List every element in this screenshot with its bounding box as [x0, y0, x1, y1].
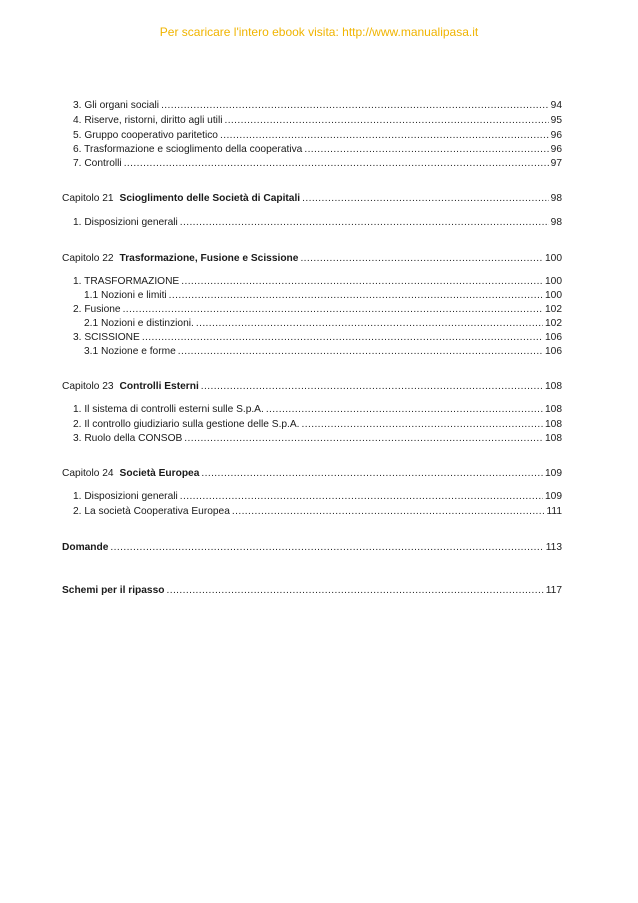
toc-entry[interactable]: [62, 303, 562, 317]
toc-entry[interactable]: [62, 331, 562, 345]
toc-entry-label: 5. Gruppo cooperativo paritetico: [73, 130, 218, 141]
toc-schemi[interactable]: [62, 584, 562, 598]
dot-leader: [180, 490, 543, 504]
dot-leader: [220, 129, 549, 143]
toc-entry-page: 106: [545, 332, 562, 343]
toc-entry[interactable]: [62, 129, 562, 143]
chapter-number: Capitolo 24: [62, 468, 114, 479]
toc-domande[interactable]: [62, 541, 562, 555]
toc-chapter-21[interactable]: [62, 192, 562, 206]
dot-leader: [124, 157, 549, 171]
chapter-page: 98: [550, 193, 562, 204]
toc-entry-label: 4. Riserve, ristorni, diritto agli utili: [73, 115, 223, 126]
chapter-heading: [62, 192, 300, 206]
dot-leader: [169, 289, 543, 303]
dot-leader: [196, 317, 543, 331]
chapter-number: Capitolo 21: [62, 193, 114, 204]
chapter-title: Trasformazione, Fusione e Scissione: [119, 253, 299, 264]
chapter-heading: [62, 380, 199, 394]
toc-entry[interactable]: [62, 432, 562, 446]
chapter-title: Controlli Esterni: [119, 381, 199, 392]
toc-entry-page: 106: [545, 346, 562, 357]
chapter-heading: [62, 252, 298, 266]
chapter-page: 108: [545, 381, 562, 392]
dot-leader: [201, 467, 543, 481]
toc-entry[interactable]: [62, 143, 562, 157]
toc-section-label: Schemi per il ripasso: [62, 585, 165, 596]
dot-leader: [302, 192, 549, 206]
chapter-number: Capitolo 22: [62, 253, 114, 264]
toc-entry[interactable]: [62, 418, 562, 432]
toc-entry-label: 1. Disposizioni generali: [73, 217, 178, 228]
dot-leader: [201, 380, 543, 394]
toc-entry[interactable]: [62, 275, 562, 289]
toc-entry-page: 96: [550, 144, 562, 155]
toc-entry-label: 2.1 Nozioni e distinzioni.: [84, 318, 194, 329]
toc-entry[interactable]: [62, 157, 562, 171]
toc-entry-label: 1. TRASFORMAZIONE: [73, 276, 180, 287]
chapter-page: 100: [545, 253, 562, 264]
toc-entry[interactable]: [62, 403, 562, 417]
dot-leader: [224, 114, 548, 128]
dot-leader: [266, 403, 543, 417]
toc-entry-label: 1. Il sistema di controlli esterni sulle S.p.A.: [73, 404, 264, 415]
dot-leader: [300, 252, 543, 266]
dot-leader: [184, 432, 543, 446]
toc-entry-label: 6. Trasformazione e scioglimento della cooperativa: [73, 144, 303, 155]
dot-leader: [123, 303, 543, 317]
toc-entry-page: 109: [545, 491, 562, 502]
dot-leader: [166, 584, 543, 598]
toc-entry-page: 96: [550, 130, 562, 141]
toc-entry-label: 7. Controlli: [73, 158, 122, 169]
ebook-download-banner: Per scaricare l'intero ebook visita: http://www.manualipasa.it: [159, 25, 479, 39]
chapter-number: Capitolo 23: [62, 381, 114, 392]
toc-section-page: 113: [545, 542, 562, 553]
toc-entry-page: 95: [550, 115, 562, 126]
toc-entry-label: 2. La società Cooperativa Europea: [73, 506, 230, 517]
dot-leader: [110, 541, 543, 555]
dot-leader: [178, 345, 543, 359]
toc-chapter-24[interactable]: [62, 467, 562, 481]
toc-subentry[interactable]: [62, 317, 562, 331]
toc-entry-label: 2. Fusione: [73, 304, 121, 315]
dot-leader: [304, 143, 548, 157]
dot-leader: [232, 505, 545, 519]
chapter-heading: [62, 467, 199, 481]
chapter-title: Società Europea: [119, 468, 200, 479]
toc-entry-page: 100: [545, 290, 562, 301]
toc-entry-label: 3. Ruolo della CONSOB: [73, 433, 183, 444]
toc-entry-label: 3. SCISSIONE: [73, 332, 140, 343]
toc-entry[interactable]: [62, 114, 562, 128]
chapter-page: 109: [545, 468, 562, 479]
toc-entry-page: 100: [545, 276, 562, 287]
toc-section-page: 117: [545, 585, 562, 596]
toc-subentry[interactable]: [62, 289, 562, 303]
dot-leader: [161, 99, 549, 113]
toc-entry-label: 1.1 Nozioni e limiti: [84, 290, 167, 301]
toc-entry[interactable]: [62, 505, 562, 519]
chapter-title: Scioglimento delle Società di Capitali: [119, 193, 301, 204]
dot-leader: [180, 216, 549, 230]
toc-entry-page: 94: [550, 100, 562, 111]
toc-entry-label: 1. Disposizioni generali: [73, 491, 178, 502]
toc-entry[interactable]: [62, 99, 562, 113]
toc-entry-label: 3. Gli organi sociali: [73, 100, 160, 111]
dot-leader: [181, 275, 543, 289]
toc-entry[interactable]: [62, 216, 562, 230]
toc-entry-page: 97: [550, 158, 562, 169]
toc-section-label: Domande: [62, 542, 109, 553]
toc-entry-page: 108: [545, 419, 562, 430]
toc-entry-page: 108: [545, 404, 562, 415]
toc-entry-label: 2. Il controllo giudiziario sulla gestione delle S.p.A.: [73, 419, 300, 430]
toc-entry-page: 98: [550, 217, 562, 228]
toc-chapter-22[interactable]: [62, 252, 562, 266]
toc-subentry[interactable]: [62, 345, 562, 359]
toc-entry[interactable]: [62, 490, 562, 504]
dot-leader: [142, 331, 543, 345]
toc-entry-page: 111: [546, 506, 562, 517]
toc-chapter-23[interactable]: [62, 380, 562, 394]
toc-entry-page: 102: [545, 318, 562, 329]
toc-entry-label: 3.1 Nozione e forme: [84, 346, 176, 357]
toc-entry-page: 102: [545, 304, 562, 315]
dot-leader: [302, 418, 543, 432]
toc-entry-page: 108: [545, 433, 562, 444]
